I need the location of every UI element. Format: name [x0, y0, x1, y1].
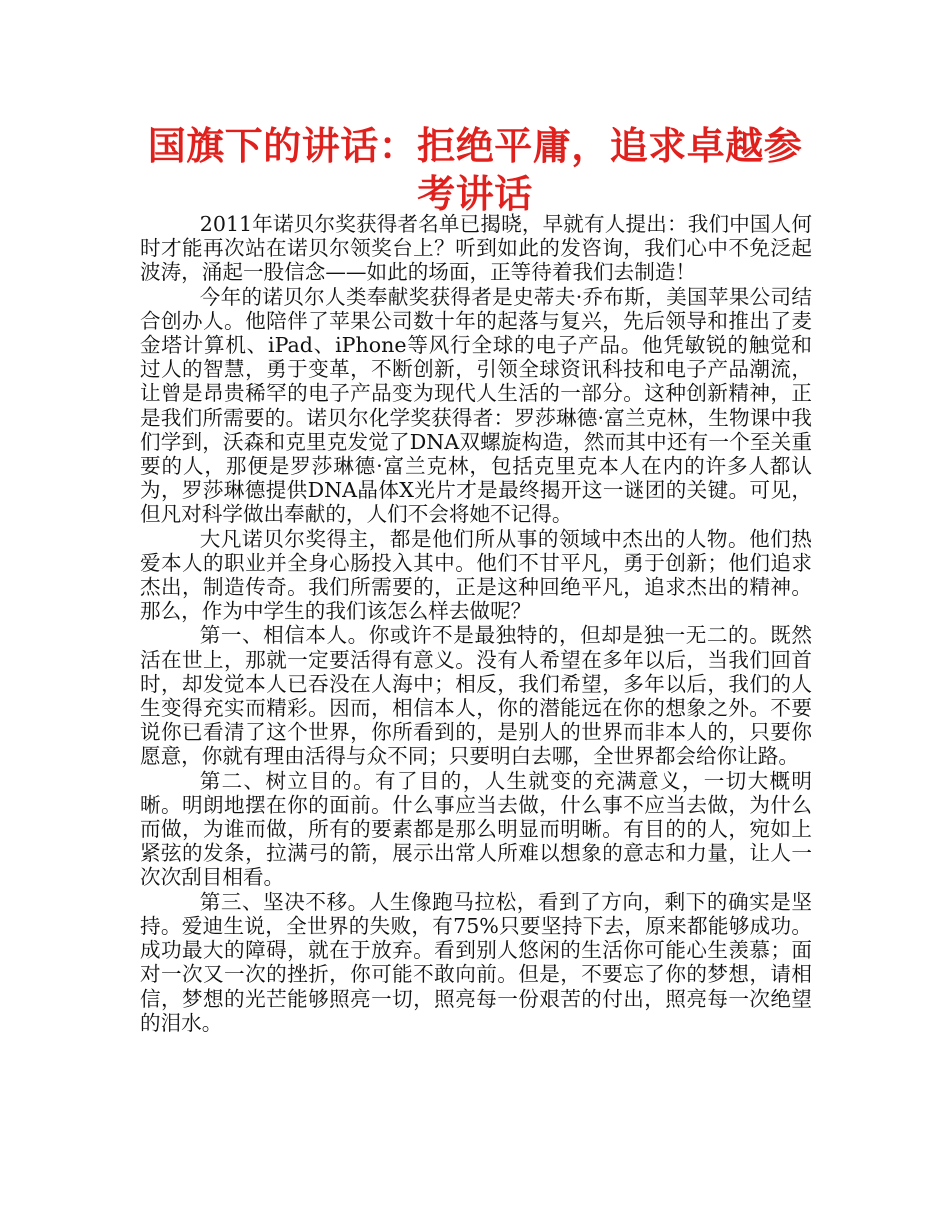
paragraph-3: 大凡诺贝尔奖得主，都是他们所从事的领域中杰出的人物。他们热爱本人的职业并全身心肠投入其中。他们不甘平凡，勇于创新；他们追求杰出，制造传奇。我们所需要的，正是这种回绝平凡，追求杰出的精神。那么，作为中学生的我们该怎么样去做呢？ [140, 526, 812, 624]
paragraph-6: 第三、坚决不移。人生像跑马拉松，看到了方向，剩下的确实是坚持。爱迪生说，全世界的失败，有75%只要坚持下去，原来都能够成功。成功最大的障碍，就在于放弃。看到别人悠闲的生活你可能心生羡慕；面对一次又一次的挫折，你可能不敢向前。但是，不要忘了你的梦想，请相信，梦想的光芒能够照亮一切，照亮每一份艰苦的付出，照亮每一次绝望的泪水。 [140, 889, 812, 1035]
paragraph-5: 第二、树立目的。有了目的，人生就变的充满意义，一切大概明晰。明朗地摆在你的面前。什么事应当去做，什么事不应当去做，为什么而做，为谁而做，所有的要素都是那么明显而明晰。有目的的人，宛如上紧弦的发条，拉满弓的箭，展示出常人所难以想象的意志和力量，让人一次次刮目相看。 [140, 768, 812, 890]
paragraph-4: 第一、相信本人。你或许不是最独特的，但却是独一无二的。既然活在世上，那就一定要活得有意义。没有人希望在多年以后，当我们回首时，却发觉本人已吞没在人海中；相反，我们希望，多年以后，我们的人生变得充实而精彩。因而，相信本人，你的潜能远在你的想象之外。不要说你已看清了这个世界，你所看到的，是别人的世界而非本人的，只要你愿意，你就有理由活得与众不同；只要明白去哪，全世界都会给你让路。 [140, 623, 812, 769]
paragraph-2: 今年的诺贝尔人类奉献奖获得者是史蒂夫·乔布斯，美国苹果公司结合创办人。他陪伴了苹果公司数十年的起落与复兴，先后领导和推出了麦金塔计算机、iPad、iPhone等风行全球的电子产品。他凭敏锐的触觉和过人的智慧，勇于变革，不断创新，引领全球资讯科技和电子产品潮流，让曾是昂贵稀罕的电子产品变为现代人生活的一部分。这种创新精神，正是我们所需要的。诺贝尔化学奖获得者：罗莎琳德·富兰克林，生物课中我们学到，沃森和克里克发觉了DNA双螺旋构造，然而其中还有一个至关重要的人，那便是罗莎琳德·富兰克林，包括克里克本人在内的许多人都认为，罗莎琳德提供DNA晶体X光片才是最终揭开这一谜团的关键。可见，但凡对科学做出奉献的，人们不会将她不记得。 [140, 284, 812, 527]
document-body [140, 212, 812, 1035]
paragraph-1: 2011年诺贝尔奖获得者名单已揭晓，早就有人提出：我们中国人何时才能再次站在诺贝尔领奖台上？听到如此的发咨询，我们心中不免泛起波涛，涌起一股信念——如此的场面，正等待着我们去制造！ [140, 212, 812, 285]
document-title: 国旗下的讲话：拒绝平庸，追求卓越参考讲话 [147, 124, 803, 216]
